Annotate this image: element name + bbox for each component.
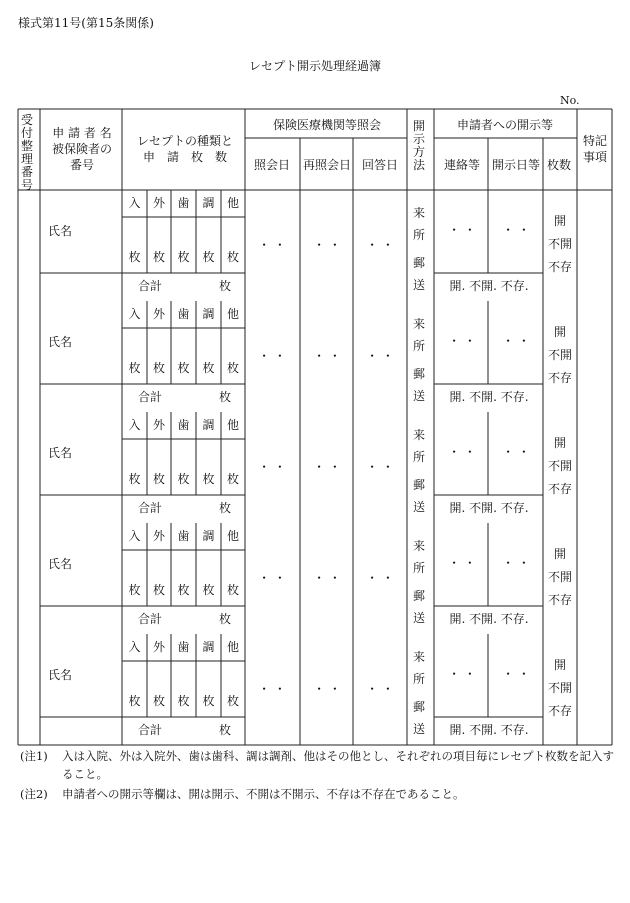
- sheet-unit-label: 枚: [177, 250, 190, 264]
- sheet-unit-label: 枚: [226, 694, 240, 708]
- status-nonexistent: 不存: [547, 593, 573, 607]
- reinquiry-date-value: ・ ・: [313, 682, 341, 696]
- method-mail-label: 郵送: [413, 700, 426, 736]
- header-sheet-count: 枚数: [546, 158, 572, 172]
- status-options: 開. 不開. 不存.: [449, 723, 529, 737]
- contact-date-value: ・ ・: [448, 223, 476, 237]
- disclosure-date-value: ・ ・: [502, 556, 530, 570]
- note-1-text-cont: ること。: [62, 767, 108, 781]
- header-contact: 連絡等: [443, 158, 481, 172]
- method-visit-label: 来所: [413, 206, 426, 242]
- receipt-type-label: 調: [202, 529, 215, 543]
- sheet-unit-label: 枚: [177, 583, 190, 597]
- sheet-unit-label: 枚: [202, 472, 215, 486]
- note-2-label: (注2): [20, 787, 48, 801]
- total-label: 合計: [137, 390, 163, 404]
- sheet-unit-label: 枚: [152, 583, 166, 597]
- status-open: 開: [553, 214, 567, 228]
- reply-date-value: ・ ・: [366, 460, 394, 474]
- header-number-label: 番号: [69, 158, 95, 172]
- sheet-unit-label: 枚: [152, 472, 166, 486]
- status-nonexistent: 不存: [547, 371, 573, 385]
- receipt-type-label: 入: [128, 196, 141, 210]
- receipt-type-label: 調: [202, 640, 215, 654]
- contact-date-value: ・ ・: [448, 667, 476, 681]
- status-not-disclosed: 不開: [547, 459, 573, 473]
- receipt-type-label: 他: [226, 418, 240, 432]
- sheet-unit-label: 枚: [177, 472, 190, 486]
- sheet-unit-label: 枚: [202, 361, 215, 375]
- header-insured-label: 被保険者の: [51, 142, 113, 156]
- status-open: 開: [553, 325, 567, 339]
- applicant-name-label: 氏名: [48, 446, 73, 460]
- disclosure-date-value: ・ ・: [502, 667, 530, 681]
- total-unit-label: 枚: [218, 279, 232, 293]
- method-visit-label: 来所: [413, 539, 426, 575]
- reply-date-value: ・ ・: [366, 349, 394, 363]
- receipt-type-label: 外: [152, 418, 166, 432]
- sheet-unit-label: 枚: [226, 250, 240, 264]
- header-hospital-inquiry: 保険医療機関等照会: [272, 118, 382, 132]
- reply-date-value: ・ ・: [366, 682, 394, 696]
- sheet-unit-label: 枚: [152, 250, 166, 264]
- method-mail-label: 郵送: [413, 256, 426, 292]
- note-1-text: 入は入院、外は入院外、歯は歯科、調は調剤、他はその他とし、それぞれの項目毎にレセプト枚数を記入す: [62, 749, 614, 763]
- contact-date-value: ・ ・: [448, 556, 476, 570]
- header-inquiry-date: 照会日: [253, 158, 291, 172]
- header-reinquiry-date: 再照会日: [302, 158, 352, 172]
- header-reply-date: 回答日: [361, 158, 399, 172]
- header-remarks: 特記: [582, 134, 608, 148]
- document-title: レセプト開示処理経過簿: [248, 59, 381, 73]
- inquiry-date-value: ・ ・: [258, 238, 286, 252]
- header-remarks-2: 事項: [582, 150, 608, 164]
- receipt-type-label: 歯: [177, 196, 190, 210]
- sheet-unit-label: 枚: [128, 583, 141, 597]
- method-visit-label: 来所: [413, 650, 426, 686]
- contact-date-value: ・ ・: [448, 334, 476, 348]
- total-label: 合計: [137, 279, 163, 293]
- header-disclosure-method: 開示方法: [412, 119, 425, 172]
- sheet-unit-label: 枚: [202, 583, 215, 597]
- status-not-disclosed: 不開: [547, 570, 573, 584]
- sheet-unit-label: 枚: [128, 472, 141, 486]
- sheet-unit-label: 枚: [128, 250, 141, 264]
- reinquiry-date-value: ・ ・: [313, 238, 341, 252]
- number-label: No.: [560, 94, 580, 107]
- disclosure-date-value: ・ ・: [502, 334, 530, 348]
- receipt-type-label: 外: [152, 529, 166, 543]
- reinquiry-date-value: ・ ・: [313, 460, 341, 474]
- status-open: 開: [553, 658, 567, 672]
- method-visit-label: 来所: [413, 428, 426, 464]
- sheet-unit-label: 枚: [226, 583, 240, 597]
- receipt-type-label: 外: [152, 196, 166, 210]
- total-label: 合計: [137, 723, 163, 737]
- receipt-type-label: 他: [226, 307, 240, 321]
- status-options: 開. 不開. 不存.: [449, 501, 529, 515]
- total-label: 合計: [137, 501, 163, 515]
- inquiry-date-value: ・ ・: [258, 571, 286, 585]
- total-label: 合計: [137, 612, 163, 626]
- disclosure-date-value: ・ ・: [502, 445, 530, 459]
- receipt-type-label: 調: [202, 418, 215, 432]
- sheet-unit-label: 枚: [128, 694, 141, 708]
- method-mail-label: 郵送: [413, 589, 426, 625]
- form-number: 様式第11号(第15条関係): [18, 16, 154, 30]
- header-application-count: 申 請 枚 数: [142, 150, 228, 164]
- sheet-unit-label: 枚: [202, 694, 215, 708]
- method-visit-label: 来所: [413, 317, 426, 353]
- receipt-type-label: 歯: [177, 307, 190, 321]
- status-nonexistent: 不存: [547, 482, 573, 496]
- status-not-disclosed: 不開: [547, 348, 573, 362]
- contact-date-value: ・ ・: [448, 445, 476, 459]
- applicant-name-label: 氏名: [48, 224, 73, 238]
- note-1-label: (注1): [20, 749, 48, 763]
- total-unit-label: 枚: [218, 501, 232, 515]
- receipt-type-label: 他: [226, 196, 240, 210]
- total-unit-label: 枚: [218, 612, 232, 626]
- inquiry-date-value: ・ ・: [258, 460, 286, 474]
- receipt-type-label: 歯: [177, 529, 190, 543]
- receipt-type-label: 調: [202, 307, 215, 321]
- receipt-type-label: 入: [128, 418, 141, 432]
- header-disclosure-date: 開示日等: [491, 158, 541, 172]
- receipt-type-label: 他: [226, 640, 240, 654]
- applicant-name-label: 氏名: [48, 557, 73, 571]
- receipt-type-label: 歯: [177, 640, 190, 654]
- status-nonexistent: 不存: [547, 260, 573, 274]
- sheet-unit-label: 枚: [152, 361, 166, 375]
- status-options: 開. 不開. 不存.: [449, 612, 529, 626]
- header-receipt-type: レセプトの種類と: [136, 134, 234, 148]
- sheet-unit-label: 枚: [152, 694, 166, 708]
- header-applicant-name: 申 請 者 名: [52, 126, 112, 140]
- reinquiry-date-value: ・ ・: [313, 349, 341, 363]
- reinquiry-date-value: ・ ・: [313, 571, 341, 585]
- header-disclosure-to-applicant: 申請者への開示等: [456, 118, 554, 132]
- receipt-type-label: 調: [202, 196, 215, 210]
- sheet-unit-label: 枚: [226, 361, 240, 375]
- method-mail-label: 郵送: [413, 478, 426, 514]
- disclosure-date-value: ・ ・: [502, 223, 530, 237]
- status-nonexistent: 不存: [547, 704, 573, 718]
- receipt-type-label: 歯: [177, 418, 190, 432]
- sheet-unit-label: 枚: [226, 472, 240, 486]
- sheet-unit-label: 枚: [177, 694, 190, 708]
- inquiry-date-value: ・ ・: [258, 349, 286, 363]
- receipt-type-label: 他: [226, 529, 240, 543]
- receipt-type-label: 入: [128, 307, 141, 321]
- status-not-disclosed: 不開: [547, 681, 573, 695]
- status-not-disclosed: 不開: [547, 237, 573, 251]
- status-open: 開: [553, 436, 567, 450]
- receipt-type-label: 入: [128, 640, 141, 654]
- receipt-type-label: 外: [152, 640, 166, 654]
- total-unit-label: 枚: [218, 390, 232, 404]
- reply-date-value: ・ ・: [366, 238, 394, 252]
- sheet-unit-label: 枚: [202, 250, 215, 264]
- note-2-text: 申請者への開示等欄は、開は開示、不開は不開示、不存は不存在であること。: [62, 787, 465, 801]
- reply-date-value: ・ ・: [366, 571, 394, 585]
- applicant-name-label: 氏名: [48, 335, 73, 349]
- status-options: 開. 不開. 不存.: [449, 390, 529, 404]
- sheet-unit-label: 枚: [128, 361, 141, 375]
- method-mail-label: 郵送: [413, 367, 426, 403]
- status-options: 開. 不開. 不存.: [449, 279, 529, 293]
- receipt-type-label: 入: [128, 529, 141, 543]
- inquiry-date-value: ・ ・: [258, 682, 286, 696]
- applicant-name-label: 氏名: [48, 668, 73, 682]
- sheet-unit-label: 枚: [177, 361, 190, 375]
- receipt-type-label: 外: [152, 307, 166, 321]
- total-unit-label: 枚: [218, 723, 232, 737]
- header-receipt-number: 受付整理番号: [20, 113, 33, 192]
- status-open: 開: [553, 547, 567, 561]
